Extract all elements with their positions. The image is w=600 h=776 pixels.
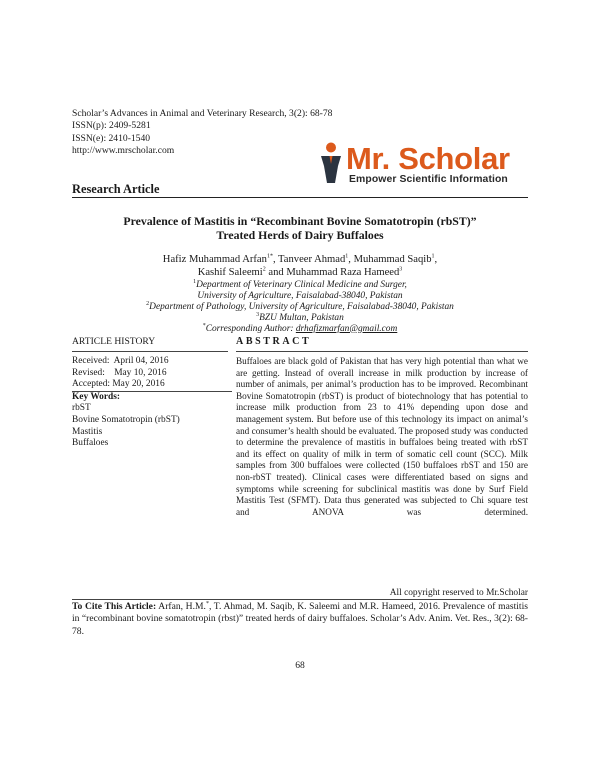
title-line-2: Treated Herds of Dairy Buffaloes (216, 228, 384, 242)
page-number: 68 (295, 660, 305, 671)
affiliation-sup: 3 (256, 311, 260, 318)
affiliation-1-cont: University of Agriculture, Faisalabad-38040, Pakistan (197, 290, 403, 301)
article-type-label: Research Article (72, 182, 160, 196)
author-name: Kashif Saleemi (197, 267, 263, 278)
affiliation-sup: 1 (193, 278, 197, 285)
author-name: Hafiz Muhammad Arfan (162, 254, 267, 265)
cite-divider (72, 599, 528, 600)
author-list (72, 253, 528, 279)
affiliation-3: $^3$BZU Multan, Pakistan (256, 311, 344, 323)
authors-line-1: Hafiz Muhammad Arfan$^{1*}$, Tanveer Ahmad$^1$, Muhammad Saqib$^1$, (162, 253, 438, 265)
affiliation-1: $^1$Department of Veterinary Clinical Medicine and Surger, (193, 278, 407, 290)
header-divider (72, 197, 528, 198)
abstract-heading: ABSTRACT (236, 336, 312, 347)
corresponding-email-link[interactable]: drhafizmarfan@gmail.com (295, 323, 398, 334)
author-name: Muhammad Raza Hameed (286, 267, 400, 278)
issn-print: ISSN(p): 2409-5281 (72, 120, 151, 132)
mr-scholar-logo (318, 142, 530, 190)
article-history (72, 356, 232, 450)
author-name: Tanveer Ahmad (278, 254, 346, 265)
author-sup: 2 (262, 266, 266, 273)
author-conjunction: and (268, 267, 284, 278)
title-line-1: Prevalence of Mastitis in “Recombinant Bovine Somatotropin (rbST)” (123, 214, 477, 228)
corresponding-sup: * (202, 322, 206, 329)
keyword-item: Mastitis (72, 426, 103, 437)
scholar-person-icon (318, 142, 344, 186)
revised-date: Revised: May 10, 2016 (72, 367, 167, 378)
corresponding-author: *Corresponding Author: drhafizmarfan@gmail.com (202, 322, 398, 334)
logo-name: Mr. Scholar (346, 141, 510, 176)
author-sup: 1* (266, 253, 273, 260)
journal-header (72, 108, 332, 158)
author-sup: 3 (399, 266, 403, 273)
article-title (72, 214, 528, 242)
logo-tagline: Empower Scientific Information (349, 174, 508, 185)
cite-label: To Cite This Article: (72, 601, 157, 612)
journal-citation: Scholar’s Advances in Animal and Veterinary Research, 3(2): 68-78 (72, 108, 333, 119)
journal-url[interactable]: http://www.mrscholar.com (72, 145, 175, 157)
abstract-divider (236, 351, 528, 352)
keywords-heading: Key Words: (72, 391, 121, 402)
article-history-heading: ARTICLE HISTORY (72, 336, 156, 347)
citation-block: To Cite This Article: Arfan, H.M.*, T. Ahmad, M. Saqib, K. Saleemi and M.R. Hameed, 2016. Prevalence of mastitis in “recombinant bovine somatotropin (rbst)” treated herds of dairy buffaloes. Scholar’s Adv. Anim. Vet. Res., 3(2): 68-78. (72, 600, 528, 637)
copyright-notice: All copyright reserved to Mr.Scholar (389, 588, 528, 598)
authors-line-2 (72, 266, 528, 279)
issn-online: ISSN(e): 2410-1540 (72, 132, 151, 144)
keyword-item: Buffaloes (72, 438, 109, 449)
keyword-item: Bovine Somatotropin (rbST) (72, 414, 180, 425)
history-divider (72, 351, 228, 352)
received-date: Received: April 04, 2016 (72, 356, 169, 366)
author-name: Muhammad Saqib (353, 254, 432, 265)
author-sup: 1 (345, 253, 349, 260)
affiliations (72, 280, 528, 335)
abstract-body: Buffaloes are black gold of Pakistan that has very high potential than what we are getting. Instead of overall increase in milk production by increase of number of animals, per animal’s production has to be improved. Recombinant Bovine Somatotropin (rbST) is product of biotechnology that has potential to increase milk production from 23 to 41% depending upon dose and management system. But before use of this technology its impact on animal’s and consumer’s health should be evaluated. The proposed study was conducted to determine the prevalence of mastitis in buffaloes being treated with rbST and its effect on quality of milk in term of somatic cell count (SCC). Milk samples from 300 buffaloes were collected (150 buffaloes rbST and 150 are non-rbST treated). Clinical cases were differentiated based on signs and symptoms while screening for subclinical mastitis was done by Surf Field Mastitis Test (SFMT). Data thus generated was subjected to Chi square test and ANOVA was determined. (236, 356, 528, 517)
author-sup: 1 (431, 253, 435, 260)
affiliation-sup: 2 (146, 300, 150, 307)
keyword-item: rbST (72, 403, 91, 414)
affiliation-2: $^2$Department of Pathology, University of Agriculture, Faisalabad-38040, Pakistan (146, 300, 454, 312)
accepted-date: Accepted: May 20, 2016 (72, 379, 232, 392)
